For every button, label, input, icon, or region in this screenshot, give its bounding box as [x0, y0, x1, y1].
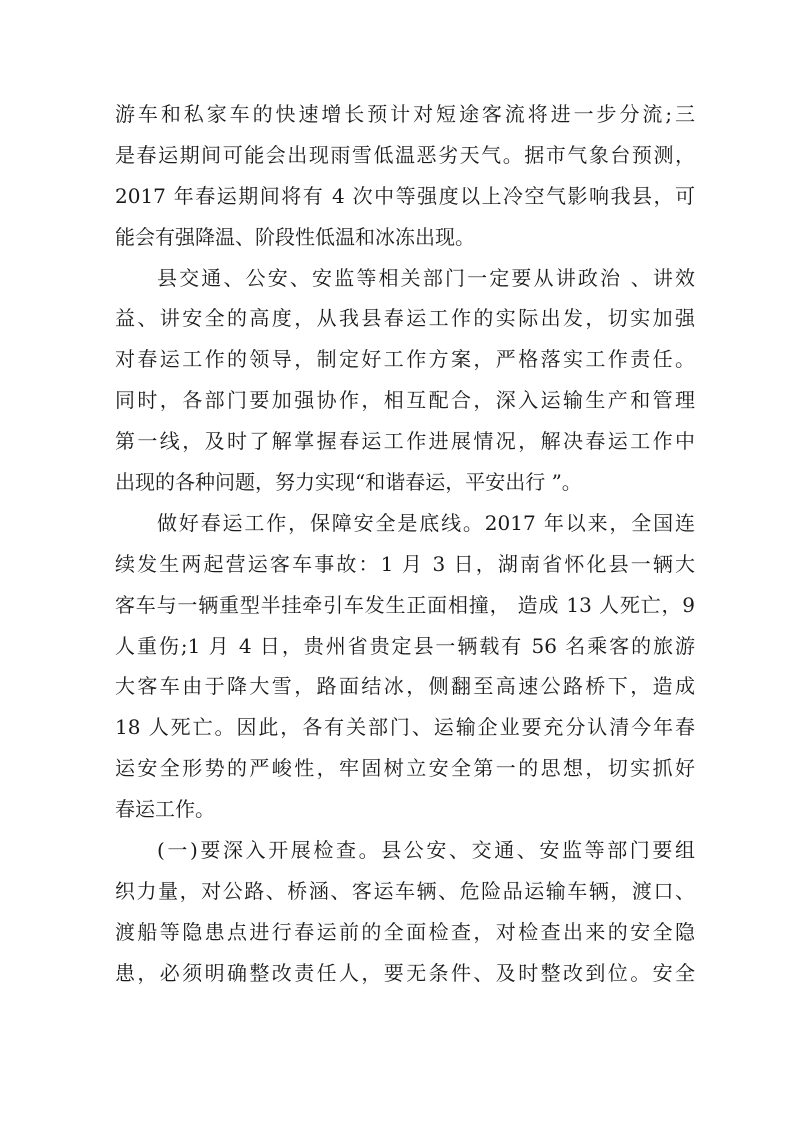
text-line: 运安全形势的严峻性，牢固树立安全第一的思想，切实抓好 [115, 756, 695, 781]
text-line: 是春运期间可能会出现雨雪低温恶劣天气。据市气象台预测， [115, 142, 695, 167]
text-line: 续发生两起营运客车事故：1 月 3 日，湖南省怀化县一辆大 [115, 551, 695, 576]
text-line: 客车与一辆重型半挂牵引车发生正面相撞， 造成 13 人死亡，9 [115, 592, 695, 617]
body-text [115, 94, 695, 994]
paragraph-first-line: 县交通、公安、安监等相关部门一定要从讲政治 、讲效 [157, 265, 695, 290]
text-line: 同时，各部门要加强协作，相互配合，深入运输生产和管理 [115, 388, 695, 413]
text-line: 出现的各种问题，努力实现“和谐春运，平安出行 ”。 [115, 470, 582, 495]
text-line: 渡船等隐患点进行春运前的全面检查，对检查出来的安全隐 [115, 919, 695, 944]
paragraph-first-line: (一)要深入开展检查。县公安、交通、安监等部门要组 [157, 838, 695, 863]
text-line: 18 人死亡。因此，各有关部门、运输企业要充分认清今年春 [115, 715, 695, 740]
text-line: 人重伤;1 月 4 日，贵州省贵定县一辆载有 56 名乘客的旅游 [115, 633, 695, 658]
paragraph-first-line: 做好春运工作，保障安全是底线。2017 年以来，全国连 [157, 510, 695, 535]
text-line: 对春运工作的领导，制定好工作方案，严格落实工作责任。 [115, 347, 695, 372]
text-line: 织力量，对公路、桥涵、客运车辆、危险品运输车辆，渡口、 [115, 878, 695, 903]
text-line: 大客车由于降大雪，路面结冰，侧翻至高速公路桥下，造成 [115, 674, 695, 699]
text-line: 春运工作。 [115, 797, 215, 822]
text-line: 能会有强降温、阶段性低温和冰冻出现。 [115, 224, 475, 249]
text-line: 第一线，及时了解掌握春运工作进展情况，解决春运工作中 [115, 429, 695, 454]
text-line: 患，必须明确整改责任人，要无条件、及时整改到位。安全 [115, 960, 695, 985]
text-line: 2017 年春运期间将有 4 次中等强度以上冷空气影响我县，可 [115, 183, 695, 208]
text-line: 益、讲安全的高度，从我县春运工作的实际出发，切实加强 [115, 306, 695, 331]
text-line: 游车和私家车的快速增长预计对短途客流将进一步分流;三 [115, 102, 695, 126]
